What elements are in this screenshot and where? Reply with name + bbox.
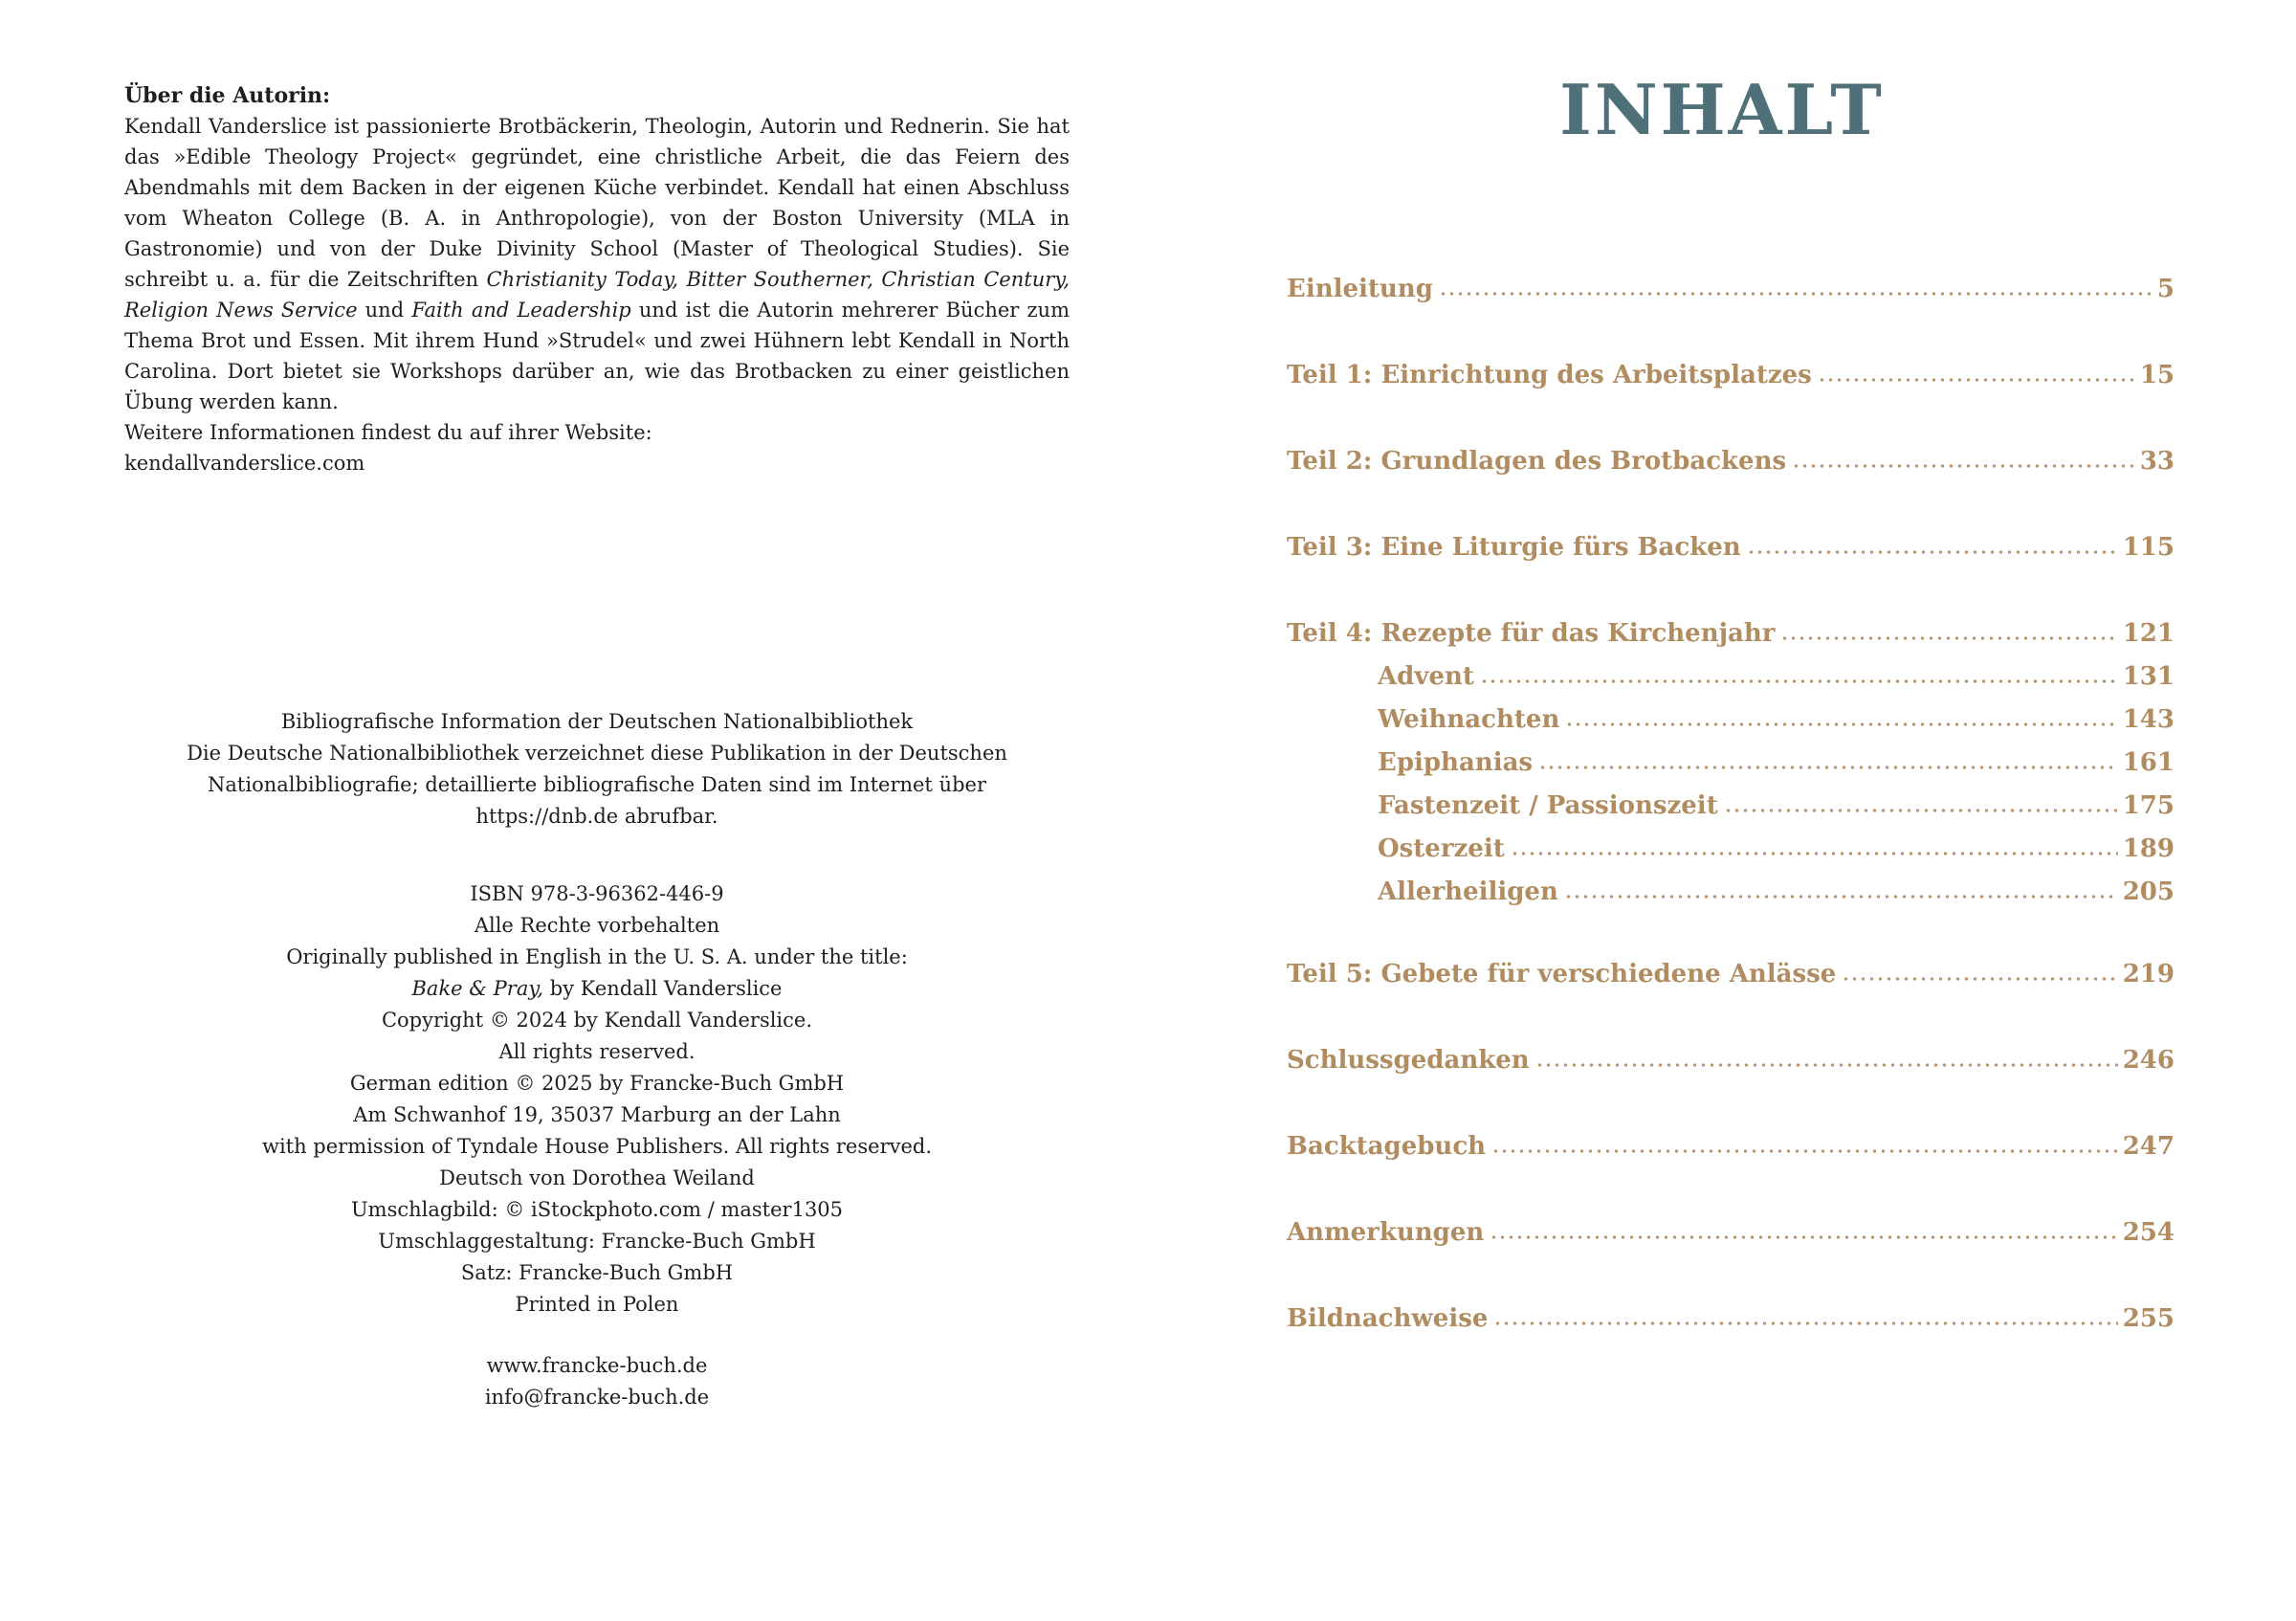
dnb-url-line: https://dnb.de abrufbar. — [475, 805, 718, 828]
toc-entry-label: Advent — [1378, 662, 1474, 691]
author-bio-paragraph — [124, 111, 1070, 417]
original-publication-line: Originally published in English in the U. S. A. under the title: — [286, 945, 908, 968]
toc-entry-anmerkungen — [1287, 1215, 2175, 1250]
toc-entry-label: Epiphanias — [1378, 748, 1534, 777]
toc-entry-label: Fastenzeit / Passionszeit — [1378, 791, 1718, 820]
toc-entry-page: 33 — [2139, 447, 2175, 476]
toc-entry-page: 246 — [2122, 1046, 2175, 1075]
bio-magazines-italic: Christianity Today, Bitter Southerner, Christian Century, Religion News Service — [124, 268, 1071, 322]
dot-leader — [1493, 1321, 2117, 1326]
toc-subentry-advent — [1287, 659, 2175, 694]
toc-entry-label: Teil 5: Gebete für verschiedene Anlässe — [1287, 960, 1837, 988]
original-title-author: by Kendall Vanderslice — [543, 977, 783, 1000]
toc-entry-page: 189 — [2122, 834, 2175, 863]
dot-leader — [1842, 976, 2117, 982]
toc-entry-label: Einleitung — [1287, 275, 1433, 303]
rights-line: Alle Rechte vorbehalten — [474, 914, 720, 937]
original-title-line — [124, 973, 1070, 1005]
all-rights-line: All rights reserved. — [498, 1040, 695, 1063]
cover-image-credit-line: Umschlagbild: © iStockphoto.com / master1305 — [350, 1198, 844, 1221]
toc-entry-einleitung — [1287, 272, 2175, 306]
toc-entry-schlussgedanken — [1287, 1043, 2175, 1077]
publisher-email: info@francke-buch.de — [484, 1386, 710, 1409]
bio-text-1: Kendall Vanderslice ist passionierte Brotbäckerin, Theologin, Autorin und Rednerin. Sie hat das »Edible Theology Project« gegründet, eine christliche Arbeit, die das Feiern des Abendmahls mit dem Backen in der eigenen Küche verbindet. Kendall hat einen Abschluss vom Wheaton College (B. A. in Anthropologie), von der Boston University (MLA in Gastronomie) und von der Duke Divinity School (Master of Theological Studies). Sie schreibt u. a. für die Zeitschriften — [124, 115, 1070, 291]
dot-leader — [1780, 635, 2117, 641]
toc-entry-label: Teil 1: Einrichtung des Arbeitsplatzes — [1287, 361, 1812, 389]
permission-line: with permission of Tyndale House Publishers. All rights reserved. — [261, 1135, 933, 1158]
toc-entry-page: 5 — [2156, 275, 2175, 303]
toc-entry-page: 205 — [2122, 877, 2175, 906]
toc-subentry-fastenzeit — [1287, 788, 2175, 823]
toc-entry-teil-3 — [1287, 530, 2175, 565]
dot-leader — [1564, 894, 2118, 899]
toc-entry-label: Schlussgedanken — [1287, 1046, 1530, 1075]
dot-leader — [1724, 808, 2118, 813]
left-page-author-block — [124, 80, 1070, 478]
toc-subentry-epiphanias — [1287, 745, 2175, 780]
toc-entry-page: 254 — [2122, 1218, 2175, 1247]
toc-subentry-osterzeit — [1287, 832, 2175, 866]
publisher-address-line: Am Schwanhof 19, 35037 Marburg an der Lahn — [353, 1103, 841, 1126]
toc-entry-label: Backtagebuch — [1287, 1132, 1487, 1161]
toc-entry-teil-2 — [1287, 444, 2175, 478]
table-of-contents — [1287, 272, 2175, 1336]
dot-leader — [1490, 1234, 2117, 1240]
dot-leader — [1491, 1148, 2118, 1154]
toc-entry-page: 161 — [2122, 748, 2175, 777]
toc-entry-teil-4 — [1287, 616, 2175, 651]
bio-text-3: und ist die Autorin mehrerer Bücher zum Thema Brot und Essen. Mit ihrem Hund »Strudel« und zwei Hühnern lebt Kendall in North Carolina. Dort bietet sie Workshops darüber an, wie das Brotbacken zu einer geistlichen Übung werden kann. — [124, 299, 1070, 413]
toc-entry-page: 175 — [2122, 791, 2175, 820]
dot-leader — [1565, 722, 2117, 727]
toc-entry-label: Allerheiligen — [1378, 877, 1558, 906]
author-website-url: kendallvanderslice.com — [124, 452, 365, 475]
dot-leader — [1535, 1062, 2118, 1068]
toc-entry-page: 143 — [2122, 705, 2175, 734]
toc-entry-bildnachweise — [1287, 1301, 2175, 1336]
toc-entry-page: 131 — [2122, 662, 2175, 691]
isbn-line: ISBN 978-3-96362-446-9 — [470, 882, 724, 905]
publisher-website: www.francke-buch.de — [486, 1354, 708, 1377]
imprint-block — [124, 878, 1070, 1413]
toc-entry-teil-1 — [1287, 358, 2175, 392]
original-title-italic: Bake & Pray, — [411, 977, 544, 1000]
dnb-line-2: Die Deutsche Nationalbibliothek verzeichnet diese Publikation in der Deutschen — [187, 742, 1007, 765]
toc-entry-label: Teil 3: Eine Liturgie fürs Backen — [1287, 533, 1741, 562]
dot-leader — [1792, 463, 2135, 469]
printed-in-line: Printed in Polen — [515, 1293, 679, 1316]
dnb-bibliographic-block — [124, 706, 1070, 833]
dot-leader — [1439, 291, 2152, 297]
toc-entry-page: 115 — [2122, 533, 2175, 562]
website-intro-line: Weitere Informationen findest du auf ihrer Website: — [124, 421, 652, 444]
dot-leader — [1480, 678, 2118, 684]
toc-entry-page: 247 — [2122, 1132, 2175, 1161]
bio-magazine-italic-2: Faith and Leadership — [411, 299, 631, 322]
toc-entry-teil-5 — [1287, 957, 2175, 991]
bio-text-2: und — [357, 299, 412, 322]
toc-entry-label: Bildnachweise — [1287, 1304, 1489, 1333]
dot-leader — [1747, 549, 2118, 555]
toc-entry-backtagebuch — [1287, 1129, 2175, 1164]
dot-leader — [1511, 851, 2118, 856]
toc-page-title: INHALT — [1559, 69, 1885, 150]
translator-line: Deutsch von Dorothea Weiland — [439, 1166, 755, 1189]
copyright-line: Copyright © 2024 by Kendall Vanderslice. — [381, 1009, 813, 1032]
dnb-line-3: Nationalbibliografie; detaillierte bibliografische Daten sind im Internet über — [208, 773, 986, 796]
german-edition-line: German edition © 2025 by Francke-Buch GmbH — [349, 1072, 845, 1095]
typesetting-line: Satz: Francke-Buch GmbH — [460, 1261, 734, 1284]
toc-entry-label: Weihnachten — [1378, 705, 1560, 734]
dot-leader — [1818, 377, 2135, 383]
toc-entry-page: 15 — [2139, 361, 2175, 389]
cover-design-line: Umschlaggestaltung: Francke-Buch GmbH — [378, 1230, 816, 1253]
toc-entry-label: Teil 2: Grundlagen des Brotbackens — [1287, 447, 1787, 476]
toc-entry-page: 121 — [2122, 619, 2175, 648]
toc-entry-label: Osterzeit — [1378, 834, 1505, 863]
toc-subentry-weihnachten — [1287, 702, 2175, 737]
about-author-heading: Über die Autorin: — [124, 83, 331, 108]
dot-leader — [1538, 765, 2118, 770]
toc-entry-page: 255 — [2122, 1304, 2175, 1333]
dnb-line-1: Bibliografische Information der Deutschen Nationalbibliothek — [280, 710, 914, 733]
toc-subentry-allerheiligen — [1287, 875, 2175, 909]
toc-entry-label: Teil 4: Rezepte für das Kirchenjahr — [1287, 619, 1776, 648]
toc-entry-label: Anmerkungen — [1287, 1218, 1485, 1247]
toc-entry-page: 219 — [2122, 960, 2175, 988]
